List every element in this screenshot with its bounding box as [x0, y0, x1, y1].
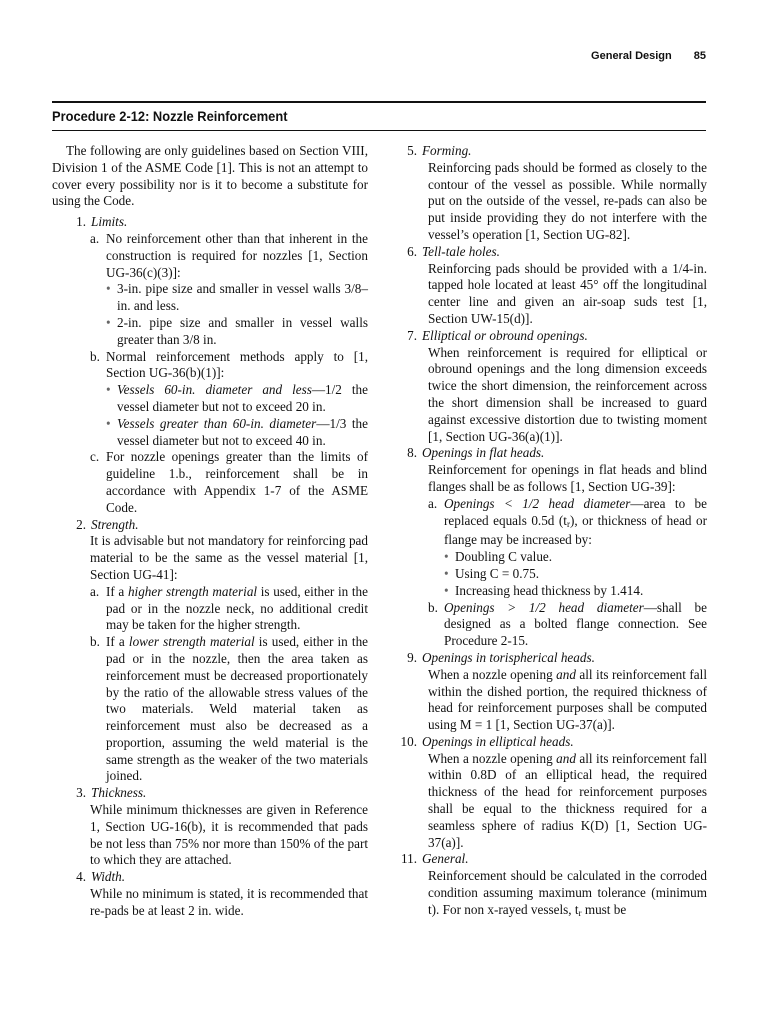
- section-2-heading: [52, 517, 368, 534]
- section-4-heading: [52, 869, 368, 886]
- section-title: Width.: [91, 869, 126, 885]
- section-5-body: Reinforcing pads should be formed as closely to the contour of the vessel as possible. While normally put on the outside of the vessel, re-pads can also be put inside providing they do not interfere with the vessel’s operation [1, Section UG-82].: [428, 159, 707, 242]
- section-title: Forming.: [422, 143, 472, 158]
- section-8-body: Reinforcement for openings in flat heads and blind flanges shall be as follows [1, Section UG-39]:: [428, 462, 707, 494]
- section-number: 5.: [407, 143, 417, 158]
- section-11-body: Reinforcement should be calculated in the corroded condition assuming maximum tolerance (minimum t). For non x-rayed vessels, tr must be: [428, 868, 707, 918]
- section-number: 9.: [407, 649, 417, 665]
- procedure-title: Procedure 2-12: Nozzle Reinforcement: [52, 108, 288, 124]
- section-3-heading: [52, 785, 368, 802]
- section-number: 6.: [407, 243, 417, 259]
- section-number: 4.: [76, 869, 86, 885]
- bullet: • Vessels 60-in. diameter and less—1/2 the vessel diameter but not to exceed 20 in.: [106, 382, 368, 414]
- item-8b: b. Openings > 1/2 head diameter—shall be designed as a bolted flange connection. See Procedure 2-15.: [428, 599, 708, 649]
- section-9-body: When a nozzle opening and all its reinforcement fall within the dished portion, the required thickness of head for reinforcement purposes shall be computed using M = 1 [1, Section UG-37(a)].: [428, 666, 707, 733]
- page-number: 85: [693, 50, 706, 62]
- section-title: Openings in torispherical heads.: [422, 649, 595, 665]
- item-2b: b. If a lower strength material is used, either in the pad or in the nozzle, then the area taken as reinforcement must be decreased proportionately by the ratio of the allowable stress values of the two materials. Weld material taken as reinforcement must also be decreased as a proportion, assuming the weld material is the same strength as the weaker of the two materials joined.: [90, 634, 369, 784]
- item-8a: a. Openings < 1/2 head diameter—area to be replaced equals 0.5d (tr), or thickness of head or flange may be increased by:: [428, 495, 708, 548]
- item-1a: a. No reinforcement other than that inherent in the construction is required for nozzles [1, Section UG-36(c)(3)]:: [90, 230, 368, 280]
- section-7-body: When reinforcement is required for elliptical or obround openings and the long dimension exceeds twice the short dimension, the reinforcement across the short dimension shall be increased to guard against excessive distortion due to twisting moment [1, Section UG-36(a)(1)].: [428, 344, 707, 444]
- section-number: 8.: [407, 445, 417, 461]
- section-2-body: It is advisable but not mandatory for reinforcing pad material to be the same as the vessel material [1, Section UG-41]:: [90, 533, 368, 582]
- section-4-body: While no minimum is stated, it is recommended that re-pads be at least 2 in. wide.: [90, 886, 368, 918]
- section-8-heading: [391, 445, 707, 462]
- section-5-heading: [391, 143, 707, 160]
- section-title: Elliptical or obround openings.: [422, 327, 588, 343]
- bullet: • Increasing head thickness by 1.414.: [444, 582, 644, 598]
- item-2a: a. If a higher strength material is used, either in the pad or in the nozzle neck, no additional credit may be taken for the higher strength.: [90, 583, 368, 633]
- section-number: 7.: [407, 327, 417, 343]
- section-title: Tell-tale holes.: [422, 243, 500, 259]
- intro-paragraph: The following are only guidelines based on Section VIII, Division 1 of the ASME Code [1]. This is not an attempt to cover every possibility nor is it to become a substitute for using the Code.: [52, 143, 368, 209]
- running-header: [591, 50, 706, 62]
- section-number: 2.: [76, 516, 86, 532]
- section-6-heading: [391, 244, 707, 261]
- section-3-body: While minimum thicknesses are given in Reference 1, Section UG-16(b), it is recommended that pads be not less than 75% nor more than 150% of the part to which they are attached.: [90, 802, 368, 868]
- section-11-heading: [391, 851, 707, 868]
- section-title: Openings in flat heads.: [422, 445, 545, 461]
- bullet: • 3-in. pipe size and smaller in vessel walls 3/8–in. and less.: [106, 281, 368, 314]
- title-rule: [52, 130, 706, 131]
- running-header-section: General Design: [591, 50, 672, 62]
- bullet: • Vessels greater than 60-in. diameter—1/3 the vessel diameter but not to exceed 40 in.: [106, 415, 368, 448]
- bullet: • Using C = 0.75.: [444, 565, 540, 581]
- section-title: Strength.: [91, 516, 139, 532]
- item-1b: b. Normal reinforcement methods apply to [1, Section UG-36(b)(1)]:: [90, 348, 368, 381]
- section-title: Thickness.: [91, 785, 147, 801]
- left-column: [52, 143, 368, 920]
- section-number: 11.: [401, 851, 417, 867]
- section-6-body: Reinforcing pads should be provided with a 1/4-in. tapped hole located at least 45° off the longitudinal center line and given an air-soap suds test [1, Section UW-15(d)].: [428, 260, 707, 326]
- section-9-heading: [391, 650, 707, 667]
- section-title: Limits.: [91, 214, 128, 230]
- section-number: 3.: [76, 785, 86, 801]
- section-7-heading: [391, 328, 707, 345]
- section-10-body: When a nozzle opening and all its reinforcement fall within 0.8D of an elliptical head, the required thickness of the head for reinforcement purposes shall be equal to the thickness required for a seamless sphere of radius K(D) [1, Section UG-37(a)].: [428, 750, 707, 850]
- section-title: General.: [422, 851, 469, 867]
- right-column: [391, 143, 707, 922]
- section-10-heading: [391, 734, 707, 751]
- section-number: 1.: [76, 214, 86, 230]
- section-1-heading: [52, 214, 368, 231]
- bullet: • 2-in. pipe size and smaller in vessel walls greater than 3/8 in.: [106, 314, 368, 347]
- top-rule: [52, 101, 706, 103]
- bullet: • Doubling C value.: [444, 549, 553, 565]
- item-1c: c. For nozzle openings greater than the limits of guideline 1.b., reinforcement shall be in accordance with Appendix 1-7 of the ASME Code.: [90, 449, 368, 515]
- section-title: Openings in elliptical heads.: [422, 733, 574, 749]
- section-number: 10.: [400, 733, 417, 749]
